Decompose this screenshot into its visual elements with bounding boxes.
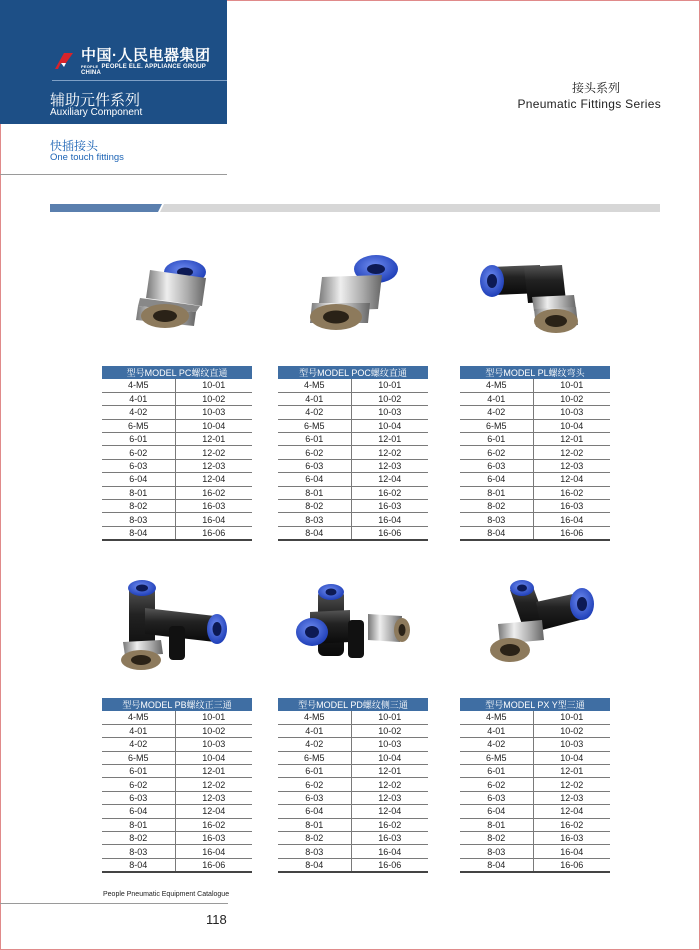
- model-cell-right: 12-04: [175, 805, 252, 818]
- model-cell-left: 8-03: [460, 845, 533, 858]
- model-cell-left: 6-01: [460, 765, 533, 778]
- model-cell-right: 16-02: [533, 486, 610, 499]
- model-cell-right: 10-04: [351, 419, 428, 432]
- model-cell-right: 16-04: [175, 513, 252, 526]
- model-cell-left: 4-01: [278, 724, 351, 737]
- model-cell-right: 12-02: [175, 778, 252, 791]
- model-cell-right: 12-04: [351, 473, 428, 486]
- section-title-en: Auxiliary Component: [50, 107, 143, 118]
- model-cell-right: 16-04: [533, 845, 610, 858]
- model-cell-left: 6-04: [102, 805, 175, 818]
- model-cell-left: 4-02: [278, 406, 351, 419]
- spec-table-poc: [278, 366, 428, 541]
- model-cell-left: 4-01: [278, 392, 351, 405]
- model-cell-right: 16-02: [175, 486, 252, 499]
- page-number: 118: [206, 912, 227, 927]
- series-title-cn: 接头系列: [571, 81, 620, 95]
- table-row: [460, 832, 610, 845]
- model-cell-left: 8-01: [278, 486, 351, 499]
- model-cell-right: 12-01: [175, 765, 252, 778]
- table-header: 型号MODEL PC螺纹直通: [102, 366, 252, 379]
- model-cell-left: 8-01: [102, 818, 175, 831]
- table-row: [460, 419, 610, 432]
- table-row: [102, 778, 252, 791]
- model-cell-left: 8-03: [278, 513, 351, 526]
- table-row: [102, 832, 252, 845]
- table-row: [102, 711, 252, 724]
- model-cell-right: 12-02: [533, 778, 610, 791]
- model-cell-right: 12-01: [351, 765, 428, 778]
- model-cell-right: 16-04: [351, 513, 428, 526]
- model-cell-left: 8-04: [460, 858, 533, 872]
- model-cell-right: 10-03: [533, 738, 610, 751]
- table-row: [102, 459, 252, 472]
- table-row: [278, 751, 428, 764]
- model-cell-left: 6-M5: [102, 419, 175, 432]
- model-cell-left: 8-02: [102, 500, 175, 513]
- model-cell-left: 8-04: [102, 526, 175, 540]
- table-row: [278, 419, 428, 432]
- table-row: [278, 711, 428, 724]
- header-block: [0, 0, 227, 124]
- model-cell-right: 12-04: [533, 473, 610, 486]
- model-cell-right: 10-01: [533, 379, 610, 392]
- model-cell-right: 10-03: [175, 406, 252, 419]
- model-cell-right: 12-01: [533, 433, 610, 446]
- model-cell-right: 12-02: [533, 446, 610, 459]
- model-cell-right: 10-03: [533, 406, 610, 419]
- table-row: [102, 805, 252, 818]
- table-row: [460, 765, 610, 778]
- model-cell-right: 10-02: [533, 724, 610, 737]
- model-cell-right: 12-03: [533, 459, 610, 472]
- pb-fitting-image: [105, 572, 235, 682]
- table-row: [278, 379, 428, 392]
- table-row: [102, 818, 252, 831]
- model-cell-left: 6-03: [460, 791, 533, 804]
- table-row: [460, 486, 610, 499]
- table-row: [278, 526, 428, 540]
- table-row: [278, 832, 428, 845]
- series-title-en: Pneumatic Fittings Series: [517, 97, 661, 111]
- model-cell-right: 10-01: [533, 711, 610, 724]
- table-row: [102, 751, 252, 764]
- model-cell-left: 6-04: [278, 805, 351, 818]
- model-cell-right: 12-01: [351, 433, 428, 446]
- table-row: [460, 818, 610, 831]
- model-cell-right: 16-06: [351, 858, 428, 872]
- model-cell-left: 4-M5: [460, 379, 533, 392]
- model-cell-left: 6-01: [102, 433, 175, 446]
- table-row: [102, 765, 252, 778]
- model-cell-left: 8-02: [278, 832, 351, 845]
- model-cell-right: 10-02: [175, 392, 252, 405]
- model-cell-left: 6-04: [460, 473, 533, 486]
- model-cell-left: 4-M5: [278, 379, 351, 392]
- table-row: [102, 392, 252, 405]
- table-row: [460, 392, 610, 405]
- spec-table-pb: [102, 698, 252, 873]
- spec-table-px: [460, 698, 610, 873]
- model-cell-right: 16-03: [351, 832, 428, 845]
- table-header: 型号MODEL PD螺纹侧三通: [278, 698, 428, 711]
- model-cell-right: 10-02: [533, 392, 610, 405]
- table-row: [102, 845, 252, 858]
- table-row: [102, 526, 252, 540]
- table-row: [102, 513, 252, 526]
- model-cell-right: 16-03: [175, 500, 252, 513]
- model-cell-left: 8-01: [460, 486, 533, 499]
- model-cell-left: 4-M5: [460, 711, 533, 724]
- model-cell-right: 16-02: [175, 818, 252, 831]
- table-row: [102, 724, 252, 737]
- model-cell-right: 12-03: [351, 791, 428, 804]
- model-cell-left: 6-M5: [278, 419, 351, 432]
- model-cell-right: 16-02: [351, 486, 428, 499]
- table-row: [460, 845, 610, 858]
- pd-fitting-image: [290, 572, 420, 682]
- footer-catalogue: People Pneumatic Equipment Catalogue: [103, 891, 230, 898]
- table-row: [102, 433, 252, 446]
- brand-name-en: [81, 64, 227, 76]
- table-row: [102, 406, 252, 419]
- brand-mark-icon: [52, 51, 76, 73]
- brand-name-en-text: PEOPLE ELE. APPLIANCE GROUP CHINA: [81, 64, 206, 76]
- table-row: [460, 513, 610, 526]
- spec-table-pc: [102, 366, 252, 541]
- model-cell-right: 12-02: [351, 446, 428, 459]
- model-cell-right: 10-03: [351, 738, 428, 751]
- table-row: [102, 486, 252, 499]
- model-cell-left: 6-02: [102, 778, 175, 791]
- model-cell-right: 12-03: [533, 791, 610, 804]
- model-cell-right: 16-06: [351, 526, 428, 540]
- model-cell-left: 4-02: [278, 738, 351, 751]
- table-row: [278, 500, 428, 513]
- table-row: [460, 751, 610, 764]
- model-cell-left: 6-01: [102, 765, 175, 778]
- section-title-cn: 辅助元件系列: [50, 92, 141, 109]
- model-cell-right: 10-02: [351, 392, 428, 405]
- table-row: [102, 500, 252, 513]
- model-cell-right: 10-04: [533, 751, 610, 764]
- model-cell-left: 4-02: [102, 406, 175, 419]
- model-cell-left: 8-01: [102, 486, 175, 499]
- model-cell-right: 16-06: [533, 858, 610, 872]
- table-row: [278, 459, 428, 472]
- model-cell-left: 4-01: [102, 392, 175, 405]
- spec-table-pd: [278, 698, 428, 873]
- model-cell-left: 8-03: [102, 845, 175, 858]
- model-cell-left: 6-04: [102, 473, 175, 486]
- model-cell-left: 8-04: [460, 526, 533, 540]
- table-row: [278, 724, 428, 737]
- table-row: [278, 738, 428, 751]
- table-row: [278, 406, 428, 419]
- table-row: [460, 805, 610, 818]
- model-cell-left: 6-01: [278, 765, 351, 778]
- model-cell-left: 4-01: [460, 392, 533, 405]
- table-row: [460, 778, 610, 791]
- table-row: [278, 858, 428, 872]
- model-cell-right: 16-02: [351, 818, 428, 831]
- model-cell-left: 8-03: [102, 513, 175, 526]
- footer-divider: [0, 903, 228, 904]
- table-row: [460, 473, 610, 486]
- model-cell-right: 16-06: [533, 526, 610, 540]
- model-cell-left: 8-03: [278, 845, 351, 858]
- model-cell-right: 10-04: [351, 751, 428, 764]
- model-cell-left: 8-03: [460, 513, 533, 526]
- model-cell-left: 6-03: [460, 459, 533, 472]
- model-cell-right: 10-04: [175, 751, 252, 764]
- model-cell-right: 16-04: [533, 513, 610, 526]
- table-row: [102, 738, 252, 751]
- model-cell-right: 12-04: [533, 805, 610, 818]
- model-cell-left: 6-02: [102, 446, 175, 459]
- model-cell-left: 6-M5: [460, 751, 533, 764]
- model-cell-right: 12-02: [175, 446, 252, 459]
- poc-fitting-image: [290, 245, 420, 355]
- model-cell-right: 16-03: [175, 832, 252, 845]
- model-cell-left: 6-02: [278, 446, 351, 459]
- model-cell-left: 6-03: [102, 791, 175, 804]
- model-cell-left: 8-02: [278, 500, 351, 513]
- model-cell-left: 6-01: [278, 433, 351, 446]
- table-row: [102, 473, 252, 486]
- model-cell-right: 10-02: [351, 724, 428, 737]
- model-cell-left: 6-03: [278, 791, 351, 804]
- table-row: [278, 392, 428, 405]
- table-row: [278, 845, 428, 858]
- model-cell-left: 8-04: [102, 858, 175, 872]
- subsection-divider: [0, 174, 227, 175]
- model-cell-right: 12-04: [175, 473, 252, 486]
- model-cell-left: 4-02: [460, 406, 533, 419]
- model-cell-right: 16-03: [351, 500, 428, 513]
- model-cell-left: 6-M5: [102, 751, 175, 764]
- logo-divider: [52, 80, 227, 81]
- model-cell-left: 8-02: [102, 832, 175, 845]
- model-cell-left: 4-02: [460, 738, 533, 751]
- model-cell-right: 10-03: [175, 738, 252, 751]
- model-cell-left: 6-03: [102, 459, 175, 472]
- table-row: [278, 791, 428, 804]
- table-row: [460, 500, 610, 513]
- table-row: [278, 486, 428, 499]
- model-cell-left: 4-M5: [102, 379, 175, 392]
- table-row: [102, 791, 252, 804]
- table-row: [460, 379, 610, 392]
- brand-logo: [52, 48, 227, 76]
- table-row: [102, 419, 252, 432]
- table-row: [460, 459, 610, 472]
- model-cell-right: 10-03: [351, 406, 428, 419]
- table-row: [278, 805, 428, 818]
- model-cell-right: 16-04: [175, 845, 252, 858]
- model-cell-right: 10-01: [175, 711, 252, 724]
- model-cell-left: 6-04: [460, 805, 533, 818]
- table-row: [278, 778, 428, 791]
- table-row: [460, 711, 610, 724]
- model-cell-left: 8-02: [460, 832, 533, 845]
- model-cell-left: 6-02: [460, 446, 533, 459]
- model-cell-right: 10-01: [351, 379, 428, 392]
- model-cell-right: 12-03: [351, 459, 428, 472]
- model-cell-left: 4-M5: [102, 711, 175, 724]
- decorative-band: [50, 204, 660, 212]
- model-cell-left: 6-02: [460, 778, 533, 791]
- table-row: [460, 433, 610, 446]
- brand-name-cn: 中国·人民电器集团: [81, 47, 211, 64]
- model-cell-right: 16-03: [533, 832, 610, 845]
- model-cell-right: 16-03: [533, 500, 610, 513]
- model-cell-left: 6-03: [278, 459, 351, 472]
- spec-table-pl: [460, 366, 610, 541]
- model-cell-right: 16-02: [533, 818, 610, 831]
- table-row: [278, 818, 428, 831]
- table-row: [460, 724, 610, 737]
- model-cell-right: 16-06: [175, 858, 252, 872]
- model-cell-left: 4-01: [460, 724, 533, 737]
- table-row: [460, 738, 610, 751]
- model-cell-right: 12-03: [175, 791, 252, 804]
- model-cell-right: 10-02: [175, 724, 252, 737]
- table-row: [278, 513, 428, 526]
- model-cell-left: 8-04: [278, 526, 351, 540]
- pl-fitting-image: [470, 245, 600, 355]
- model-cell-left: 6-04: [278, 473, 351, 486]
- model-cell-left: 4-02: [102, 738, 175, 751]
- model-cell-right: 12-04: [351, 805, 428, 818]
- model-cell-right: 12-01: [533, 765, 610, 778]
- table-row: [102, 379, 252, 392]
- model-cell-left: 8-04: [278, 858, 351, 872]
- model-cell-right: 12-01: [175, 433, 252, 446]
- model-cell-left: 6-02: [278, 778, 351, 791]
- model-cell-right: 10-01: [175, 379, 252, 392]
- brand-mark-text: PEOPLE: [81, 64, 99, 69]
- model-cell-left: 4-01: [102, 724, 175, 737]
- table-row: [278, 765, 428, 778]
- table-header: 型号MODEL PL螺纹弯头: [460, 366, 610, 379]
- model-cell-right: 10-01: [351, 711, 428, 724]
- px-fitting-image: [470, 572, 600, 682]
- model-cell-left: 8-02: [460, 500, 533, 513]
- model-cell-right: 12-03: [175, 459, 252, 472]
- table-row: [102, 446, 252, 459]
- table-row: [460, 858, 610, 872]
- subsection-title-cn: 快插接头: [50, 139, 99, 153]
- model-cell-right: 16-04: [351, 845, 428, 858]
- model-cell-left: 6-M5: [460, 419, 533, 432]
- model-cell-right: 10-04: [175, 419, 252, 432]
- table-row: [278, 446, 428, 459]
- table-header: 型号MODEL PB螺纹正三通: [102, 698, 252, 711]
- subsection-title-en: One touch fittings: [50, 152, 124, 163]
- table-row: [278, 433, 428, 446]
- model-cell-left: 8-01: [278, 818, 351, 831]
- table-row: [460, 526, 610, 540]
- model-cell-right: 12-02: [351, 778, 428, 791]
- table-header: 型号MODEL PX Y型三通: [460, 698, 610, 711]
- table-row: [278, 473, 428, 486]
- table-row: [460, 446, 610, 459]
- model-cell-left: 8-01: [460, 818, 533, 831]
- table-header: 型号MODEL POC螺纹直通: [278, 366, 428, 379]
- pc-fitting-image: [110, 250, 240, 360]
- model-cell-right: 16-06: [175, 526, 252, 540]
- model-cell-left: 6-01: [460, 433, 533, 446]
- table-row: [460, 791, 610, 804]
- table-row: [102, 858, 252, 872]
- model-cell-right: 10-04: [533, 419, 610, 432]
- model-cell-left: 4-M5: [278, 711, 351, 724]
- table-row: [460, 406, 610, 419]
- model-cell-left: 6-M5: [278, 751, 351, 764]
